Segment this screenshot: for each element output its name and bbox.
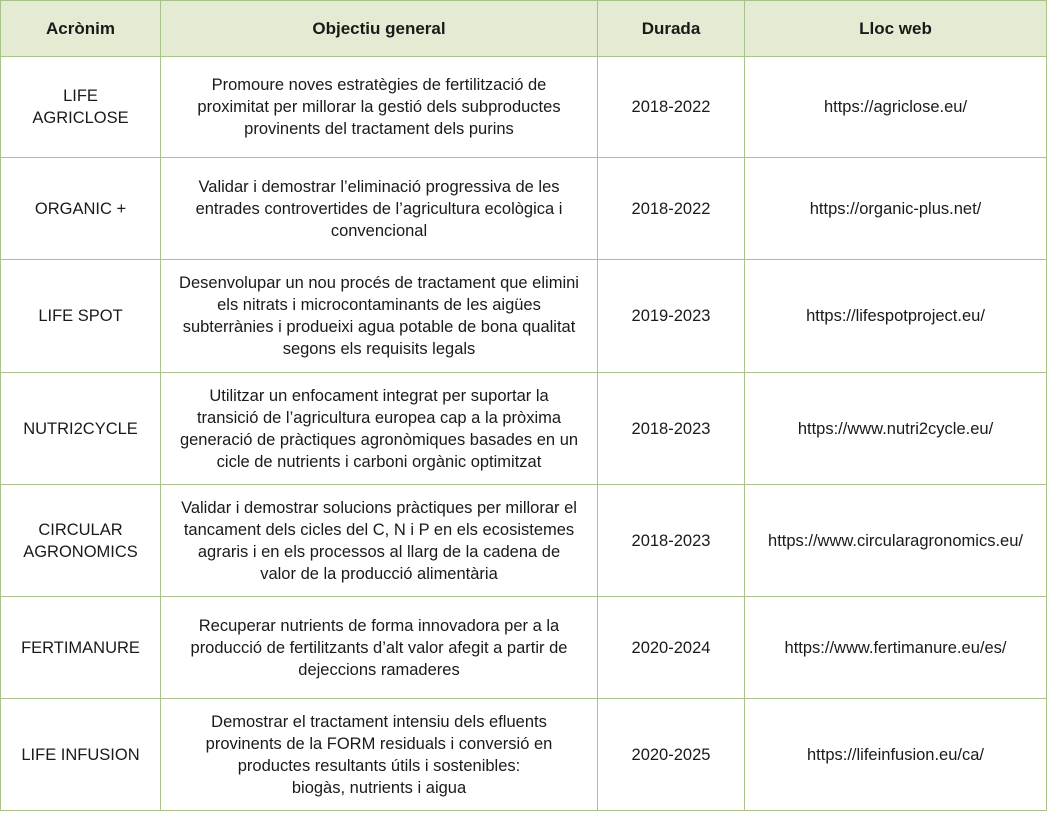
website-link[interactable]: https://lifespotproject.eu/ — [806, 307, 985, 325]
acronym-text: FERTIMANURE — [21, 638, 140, 657]
website-cell — [745, 699, 1047, 811]
objective-text: Demostrar el tractament intensiu dels efluents provinents de la FORM residuals i conversió en productes resultants útils i sostenibles: biogàs, nutrients i aigua — [205, 712, 553, 797]
duration-cell: 2018-2023 — [598, 485, 745, 597]
header-website: Lloc web — [745, 1, 1047, 57]
objective-cell — [161, 597, 598, 699]
objective-text: Utilitzar un enfocament integrat per suportar la transició de l’agricultura europea cap a la pròxima generació de pràctiques agronòmiques basades en un cicle de nutrients i carboni orgànic optimitzat — [179, 386, 579, 471]
duration-cell: 2018-2022 — [598, 57, 745, 158]
table-row — [1, 597, 1047, 699]
header-objective: Objectiu general — [161, 1, 598, 57]
website-link[interactable]: https://organic-plus.net/ — [809, 199, 982, 218]
header-duration: Durada — [598, 1, 745, 57]
acronym-text: ORGANIC + — [34, 199, 127, 218]
acronym-text: CIRCULAR AGRONOMICS — [23, 520, 138, 561]
objective-cell — [161, 57, 598, 158]
website-cell — [745, 260, 1047, 373]
website-link[interactable]: https://www.fertimanure.eu/es/ — [784, 638, 1007, 657]
table-row — [1, 373, 1047, 485]
duration-cell: 2018-2023 — [598, 373, 745, 485]
acronym-text: NUTRI2CYCLE — [23, 419, 138, 438]
duration-cell: 2019-2023 — [598, 260, 745, 373]
objective-cell — [161, 373, 598, 485]
website-cell — [745, 57, 1047, 158]
duration-cell: 2020-2025 — [598, 699, 745, 811]
website-link[interactable]: https://agriclose.eu/ — [823, 98, 968, 116]
website-link[interactable]: https://lifeinfusion.eu/ca/ — [806, 745, 985, 764]
website-cell — [745, 597, 1047, 699]
website-cell — [745, 373, 1047, 485]
website-link[interactable]: https://www.nutri2cycle.eu/ — [797, 419, 994, 438]
website-cell — [745, 158, 1047, 260]
acronym-cell — [1, 57, 161, 158]
acronym-cell — [1, 485, 161, 597]
acronym-cell — [1, 597, 161, 699]
table-row — [1, 158, 1047, 260]
table-row — [1, 485, 1047, 597]
acronym-cell — [1, 373, 161, 485]
objective-cell — [161, 485, 598, 597]
duration-cell: 2020-2024 — [598, 597, 745, 699]
table-row — [1, 260, 1047, 373]
objective-text: Recuperar nutrients de forma innovadora per a la producció de fertilitzants d’alt valor afegit a partir de dejeccions ramaderes — [190, 616, 568, 679]
acronym-text: LIFE AGRICLOSE — [32, 87, 129, 127]
table-header-row — [1, 1, 1047, 57]
objective-text: Desenvolupar un nou procés de tractament que elimini els nitrats i microcontaminants de les aigües subterrànies i produeixi agua potable de bona qualitat segons els requisits legals — [179, 274, 579, 358]
duration-cell: 2018-2022 — [598, 158, 745, 260]
table-row — [1, 699, 1047, 811]
acronym-cell — [1, 158, 161, 260]
objective-text: Promoure noves estratègies de fertilització de proximitat per millorar la gestió dels subproductes provinents del tractament dels purins — [197, 76, 561, 138]
table-row — [1, 57, 1047, 158]
objective-text: Validar i demostrar l’eliminació progressiva de les entrades controvertides de l’agricultura ecològica i convencional — [195, 177, 563, 240]
acronym-text: LIFE INFUSION — [21, 745, 140, 764]
acronym-text: LIFE SPOT — [38, 307, 123, 325]
website-cell — [745, 485, 1047, 597]
website-link[interactable]: https://www.circularagronomics.eu/ — [768, 531, 1023, 550]
acronym-cell — [1, 260, 161, 373]
header-acronym: Acrònim — [1, 1, 161, 57]
objective-cell — [161, 260, 598, 373]
objective-text: Validar i demostrar solucions pràctiques per millorar el tancament dels cicles del C, N i P en els ecosistemes agraris i en els processos al llarg de la cadena de valor de la producció alimentària — [181, 498, 577, 583]
objective-cell — [161, 699, 598, 811]
acronym-cell — [1, 699, 161, 811]
objective-cell — [161, 158, 598, 260]
